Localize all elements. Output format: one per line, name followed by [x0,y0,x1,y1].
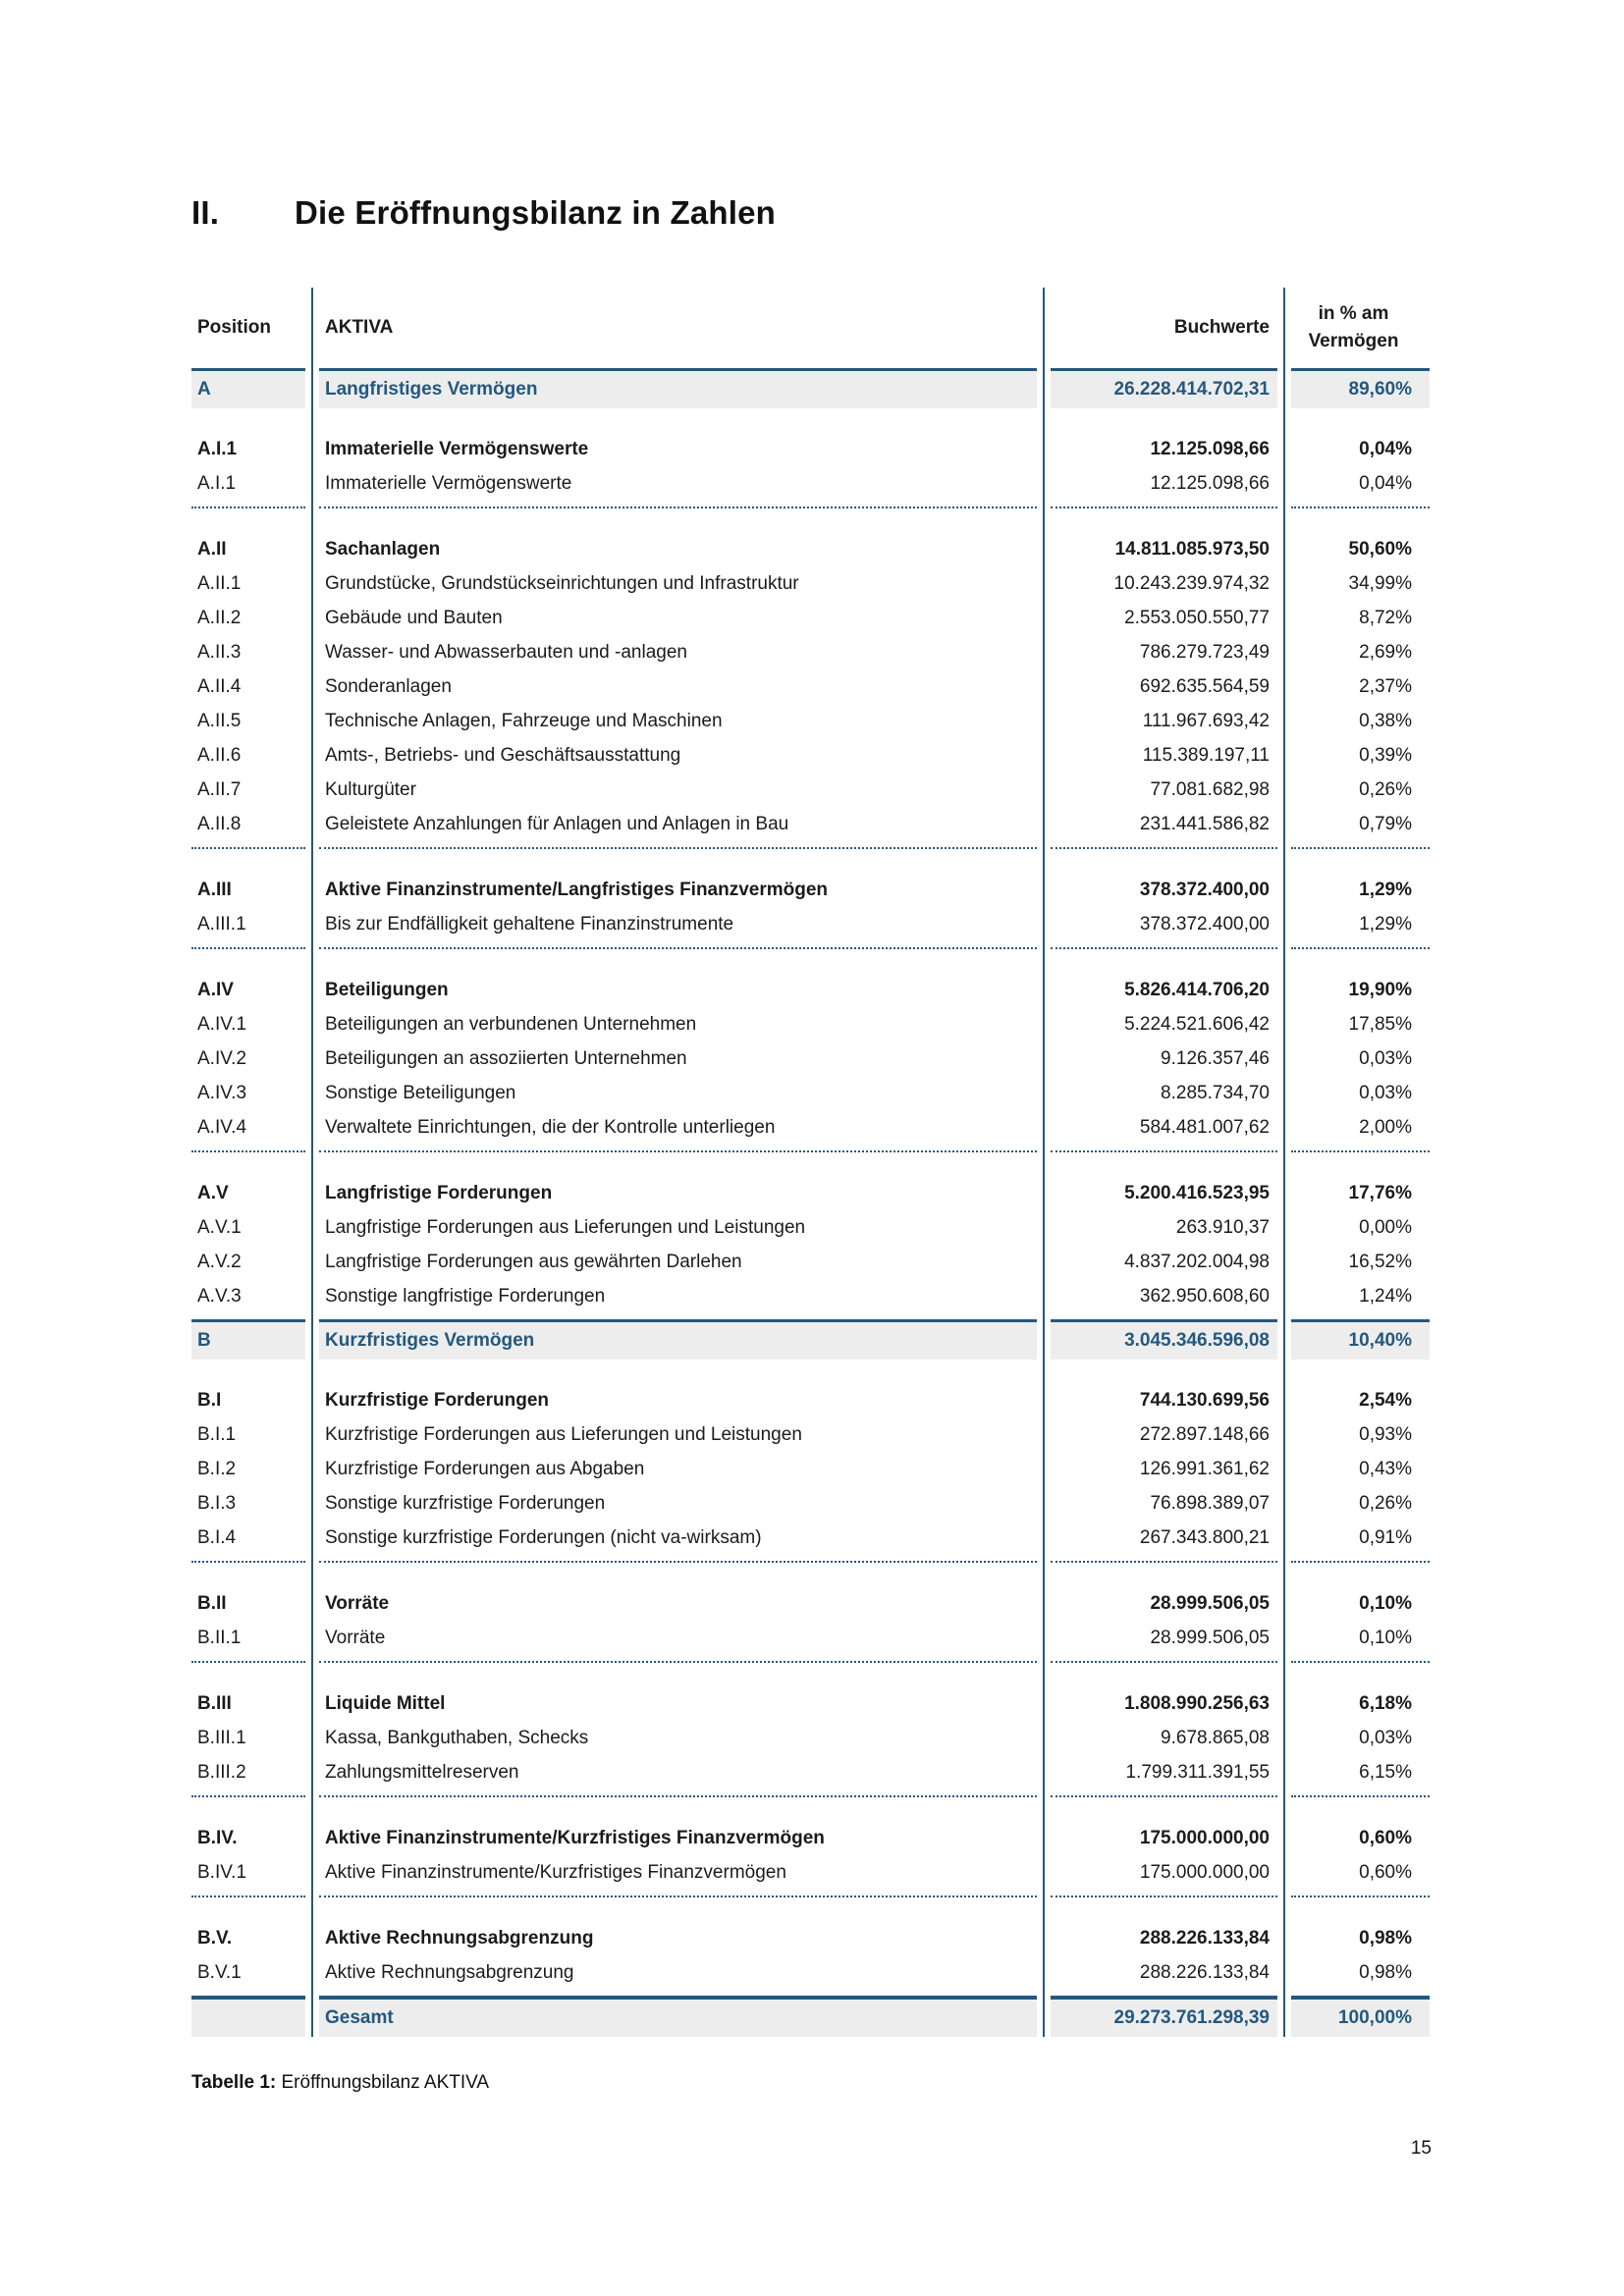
col-header-percent-line1: in % am [1318,303,1389,325]
row-3-position-cell: A.I.1 [197,472,237,494]
row-21-value-cell: 5.826.414.706,20 [1124,979,1270,1000]
row-24-label-cell: Sonstige Beteiligungen [325,1082,516,1103]
table-section-gap [191,408,1430,432]
row-58-label-cell: Gesamt [319,2000,1037,2037]
row-22-value-cell: 5.224.521.606,42 [1124,1013,1270,1035]
row-25-position-cell: A.IV.4 [197,1116,247,1138]
row-46-position-cell: B.III [197,1692,232,1714]
row-25-percent-cell: 2,00% [1359,1116,1412,1138]
row-9-label-cell: Wasser- und Abwasserbauten und -anlagen [325,641,687,663]
row-51-percent-cell: 0,60% [1359,1827,1412,1848]
row-23-label-cell: Beteiligungen an assoziierten Unternehmen [325,1047,687,1069]
row-23-percent-cell: 0,03% [1359,1047,1412,1069]
row-47-position-cell: B.III.1 [197,1727,246,1748]
row-6-value-cell: 14.811.085.973,50 [1114,538,1270,560]
row-56-position-cell: B.V.1 [197,1961,242,1983]
row-33-value-cell: 3.045.346.596,08 [1051,1322,1277,1360]
row-42-position-cell: B.II [197,1592,227,1614]
row-37-label-cell: Kurzfristige Forderungen aus Abgaben [325,1458,645,1479]
row-18-value-cell: 378.372.400,00 [1139,913,1270,934]
row-58-percent-cell: 100,00% [1291,2000,1430,2037]
table-section-gap [191,1563,1430,1586]
row-35-position-cell: B.I [197,1389,222,1411]
row-24-value-cell: 8.285.734,70 [1161,1082,1270,1103]
row-17-value-cell: 378.372.400,00 [1139,879,1270,900]
row-51-label-cell: Aktive Finanzinstrumente/Kurzfristiges Finanzvermögen [325,1827,825,1848]
row-9-position-cell: A.II.3 [197,641,242,663]
row-58-position-cell [191,2000,305,2037]
row-7-percent-cell: 34,99% [1348,572,1412,594]
row-7-value-cell: 10.243.239.974,32 [1113,572,1270,594]
table-caption-text: Eröffnungsbilanz AKTIVA [276,2072,490,2093]
row-33-percent-cell: 10,40% [1291,1322,1430,1360]
balance-sheet-table [191,288,1430,2037]
row-39-label-cell: Sonstige kurzfristige Forderungen (nicht va-wirksam) [325,1526,762,1548]
heading-number: II. [191,194,220,231]
row-39-percent-cell: 0,91% [1359,1526,1412,1548]
row-36-label-cell: Kurzfristige Forderungen aus Lieferungen und Leistungen [325,1423,802,1445]
table-section-gap [191,849,1430,873]
row-36-percent-cell: 0,93% [1359,1423,1412,1445]
row-55-percent-cell: 0,98% [1359,1927,1412,1949]
row-29-position-cell: A.V.1 [197,1216,242,1238]
col-header-position: Position [191,288,305,371]
row-37-percent-cell: 0,43% [1359,1458,1412,1479]
row-38-label-cell: Sonstige kurzfristige Forderungen [325,1492,606,1514]
row-51-position-cell: B.IV. [197,1827,238,1848]
table-section-gap [191,508,1430,532]
row-52-value-cell: 175.000.000,00 [1139,1861,1270,1883]
row-42-label-cell: Vorräte [325,1592,390,1614]
row-3-label-cell: Immaterielle Vermögenswerte [325,472,572,494]
row-55-position-cell: B.V. [197,1927,233,1949]
row-11-percent-cell: 0,38% [1359,710,1412,731]
row-29-percent-cell: 0,00% [1359,1216,1412,1238]
row-56-value-cell: 288.226.133,84 [1139,1961,1270,1983]
row-28-label-cell: Langfristige Forderungen [325,1182,553,1203]
row-21-position-cell: A.IV [197,979,234,1000]
row-25-value-cell: 584.481.007,62 [1139,1116,1270,1138]
table-section-gap [191,1360,1430,1383]
row-12-value-cell: 115.389.197,11 [1142,744,1270,766]
row-38-value-cell: 76.898.389,07 [1150,1492,1270,1514]
row-0-percent-cell: 89,60% [1291,371,1430,408]
row-22-label-cell: Beteiligungen an verbundenen Unternehmen [325,1013,697,1035]
row-0-label-cell: Langfristiges Vermögen [319,371,1037,408]
row-12-position-cell: A.II.6 [197,744,242,766]
row-3-percent-cell: 0,04% [1359,472,1412,494]
table-caption-label: Tabelle 1: [191,2072,277,2093]
row-11-value-cell: 111.967.693,42 [1142,710,1270,731]
row-55-value-cell: 288.226.133,84 [1139,1927,1270,1949]
row-51-value-cell: 175.000.000,00 [1139,1827,1270,1848]
row-36-position-cell: B.I.1 [197,1423,237,1445]
row-46-value-cell: 1.808.990.256,63 [1124,1692,1270,1714]
row-28-position-cell: A.V [197,1182,229,1203]
row-6-label-cell: Sachanlagen [325,538,441,560]
col-header-aktiva: AKTIVA [319,288,1037,371]
col-header-buchwerte: Buchwerte [1051,288,1277,371]
row-56-percent-cell: 0,98% [1359,1961,1412,1983]
row-33-label-cell: Kurzfristiges Vermögen [319,1322,1037,1360]
row-25-label-cell: Verwaltete Einrichtungen, die der Kontrolle unterliegen [325,1116,776,1138]
row-38-percent-cell: 0,26% [1359,1492,1412,1514]
row-46-percent-cell: 6,18% [1359,1692,1412,1714]
row-33-position-cell: B [191,1322,305,1360]
row-2-percent-cell: 0,04% [1359,438,1412,459]
row-30-position-cell: A.V.2 [197,1251,242,1272]
row-14-position-cell: A.II.8 [197,813,242,834]
row-31-position-cell: A.V.3 [197,1285,242,1307]
row-12-label-cell: Amts-, Betriebs- und Geschäftsausstattung [325,744,681,766]
row-17-label-cell: Aktive Finanzinstrumente/Langfristiges Finanzvermögen [325,879,829,900]
row-3-value-cell: 12.125.098,66 [1150,472,1270,494]
row-21-label-cell: Beteiligungen [325,979,449,1000]
row-11-label-cell: Technische Anlagen, Fahrzeuge und Maschinen [325,710,723,731]
row-47-percent-cell: 0,03% [1359,1727,1412,1748]
row-43-value-cell: 28.999.506,05 [1150,1627,1270,1648]
page-number: 15 [1410,2138,1432,2159]
row-46-label-cell: Liquide Mittel [325,1692,446,1714]
heading-text: Die Eröffnungsbilanz in Zahlen [295,194,777,231]
row-12-percent-cell: 0,39% [1359,744,1412,766]
row-52-label-cell: Aktive Finanzinstrumente/Kurzfristiges Finanzvermögen [325,1861,786,1883]
row-48-value-cell: 1.799.311.391,55 [1125,1761,1270,1783]
row-21-percent-cell: 19,90% [1348,979,1412,1000]
row-0-value-cell: 26.228.414.702,31 [1051,371,1277,408]
row-52-position-cell: B.IV.1 [197,1861,247,1883]
row-36-value-cell: 272.897.148,66 [1139,1423,1270,1445]
row-30-label-cell: Langfristige Forderungen aus gewährten Darlehen [325,1251,742,1272]
row-43-percent-cell: 0,10% [1359,1627,1412,1648]
row-47-value-cell: 9.678.865,08 [1161,1727,1270,1748]
row-18-position-cell: A.III.1 [197,913,246,934]
row-39-value-cell: 267.343.800,21 [1139,1526,1270,1548]
row-29-value-cell: 263.910,37 [1175,1216,1270,1238]
row-22-position-cell: A.IV.1 [197,1013,247,1035]
row-14-label-cell: Geleistete Anzahlungen für Anlagen und Anlagen in Bau [325,813,789,834]
row-35-percent-cell: 2,54% [1359,1389,1412,1411]
row-14-percent-cell: 0,79% [1359,813,1412,834]
row-24-percent-cell: 0,03% [1359,1082,1412,1103]
table-section-gap [191,1663,1430,1686]
row-9-value-cell: 786.279.723,49 [1139,641,1270,663]
row-43-label-cell: Vorräte [325,1627,386,1648]
row-56-label-cell: Aktive Rechnungsabgrenzung [325,1961,574,1983]
row-0-position-cell: A [191,371,305,408]
row-23-value-cell: 9.126.357,46 [1161,1047,1270,1069]
row-2-value-cell: 12.125.098,66 [1150,438,1270,459]
row-30-percent-cell: 16,52% [1348,1251,1412,1272]
row-18-label-cell: Bis zur Endfälligkeit gehaltene Finanzinstrumente [325,913,734,934]
row-55-label-cell: Aktive Rechnungsabgrenzung [325,1927,594,1949]
row-47-label-cell: Kassa, Bankguthaben, Schecks [325,1727,589,1748]
row-10-percent-cell: 2,37% [1359,675,1412,697]
row-31-percent-cell: 1,24% [1359,1285,1412,1307]
row-8-label-cell: Gebäude und Bauten [325,607,503,628]
row-35-value-cell: 744.130.699,56 [1139,1389,1270,1411]
row-43-position-cell: B.II.1 [197,1627,242,1648]
row-17-percent-cell: 1,29% [1359,879,1412,900]
col-header-percent [1291,288,1430,371]
row-48-position-cell: B.III.2 [197,1761,246,1783]
row-11-position-cell: A.II.5 [197,710,242,731]
row-17-position-cell: A.III [197,879,232,900]
table-section-gap [191,1797,1430,1821]
row-23-position-cell: A.IV.2 [197,1047,247,1069]
table-section-gap [191,1152,1430,1176]
row-7-position-cell: A.II.1 [197,572,242,594]
row-7-label-cell: Grundstücke, Grundstückseinrichtungen und Infrastruktur [325,572,799,594]
row-42-percent-cell: 0,10% [1359,1592,1412,1614]
row-13-value-cell: 77.081.682,98 [1150,778,1270,800]
row-37-position-cell: B.I.2 [197,1458,237,1479]
row-14-value-cell: 231.441.586,82 [1139,813,1270,834]
page-title [191,194,776,232]
row-8-position-cell: A.II.2 [197,607,242,628]
row-31-value-cell: 362.950.608,60 [1139,1285,1270,1307]
row-42-value-cell: 28.999.506,05 [1150,1592,1270,1614]
table-section-gap [191,949,1430,973]
row-2-position-cell: A.I.1 [197,438,238,459]
row-38-position-cell: B.I.3 [197,1492,237,1514]
table-section-gap [191,1897,1430,1921]
row-10-position-cell: A.II.4 [197,675,242,697]
row-10-value-cell: 692.635.564,59 [1139,675,1270,697]
col-header-percent-line2: Vermögen [1308,331,1399,351]
row-29-label-cell: Langfristige Forderungen aus Lieferungen und Leistungen [325,1216,806,1238]
row-8-value-cell: 2.553.050.550,77 [1124,607,1270,628]
row-8-percent-cell: 8,72% [1359,607,1412,628]
row-28-percent-cell: 17,76% [1348,1182,1412,1203]
row-10-label-cell: Sonderanlagen [325,675,452,697]
row-30-value-cell: 4.837.202.004,98 [1124,1251,1270,1272]
row-35-label-cell: Kurzfristige Forderungen [325,1389,550,1411]
row-58-value-cell: 29.273.761.298,39 [1051,2000,1277,2037]
row-31-label-cell: Sonstige langfristige Forderungen [325,1285,606,1307]
row-22-percent-cell: 17,85% [1348,1013,1412,1035]
row-18-percent-cell: 1,29% [1359,913,1412,934]
row-13-percent-cell: 0,26% [1359,778,1412,800]
row-2-label-cell: Immaterielle Vermögenswerte [325,438,589,459]
table-caption [191,2072,489,2094]
row-6-position-cell: A.II [197,538,227,560]
row-48-percent-cell: 6,15% [1359,1761,1412,1783]
row-52-percent-cell: 0,60% [1359,1861,1412,1883]
row-48-label-cell: Zahlungsmittelreserven [325,1761,519,1783]
row-9-percent-cell: 2,69% [1359,641,1412,663]
row-39-position-cell: B.I.4 [197,1526,237,1548]
row-37-value-cell: 126.991.361,62 [1139,1458,1270,1479]
row-13-label-cell: Kulturgüter [325,778,416,800]
row-24-position-cell: A.IV.3 [197,1082,247,1103]
row-28-value-cell: 5.200.416.523,95 [1124,1182,1270,1203]
row-13-position-cell: A.II.7 [197,778,242,800]
row-6-percent-cell: 50,60% [1348,538,1412,560]
